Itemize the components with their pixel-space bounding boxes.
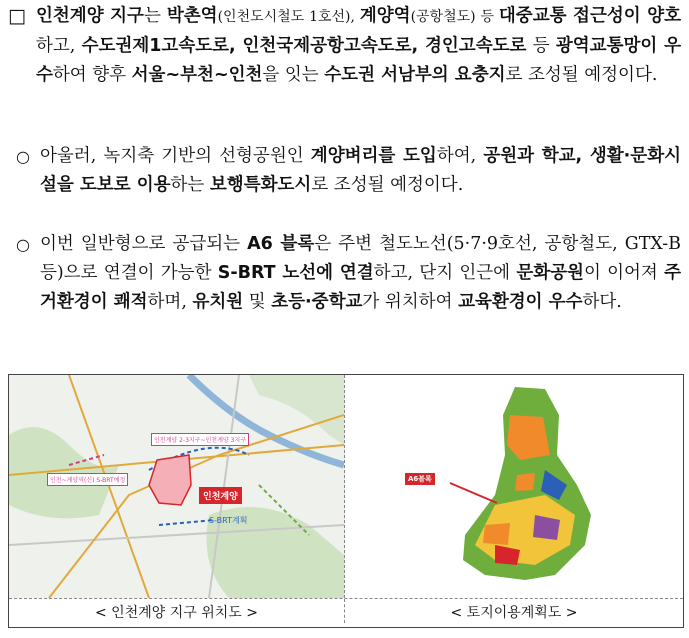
text: 하고, 단지 인근에 <box>373 263 517 283</box>
text: 이번 일반형으로 공급되는 <box>40 234 248 254</box>
text-strong: 수도권제1고속도로, 인천국제공항고속도로, 경인고속도로 <box>81 36 527 56</box>
paragraph-1 <box>0 2 689 90</box>
paragraph-2 <box>0 142 689 200</box>
circle-bullet-icon: ○ <box>16 147 30 166</box>
text: 을 잇는 <box>262 65 325 85</box>
location-map-graphic <box>9 375 344 598</box>
paragraph-1-text <box>36 2 681 90</box>
text: 은 주변 철도노선(5·7·9호선, 공항철도, GTX-B 등)으로 연결이 가능한 <box>40 234 681 283</box>
text: 및 <box>243 292 272 312</box>
location-map <box>9 375 345 598</box>
map-note-2: 인천~계양역(신) S-BRT예정 <box>47 473 128 486</box>
text-strong: 대중교통 접근성이 양호 <box>498 6 681 26</box>
circle-bullet-icon: ○ <box>16 235 30 254</box>
text: 하다. <box>582 292 622 312</box>
text-strong: A6 블록 <box>247 234 315 254</box>
text-strong: S-BRT 노선에 연결 <box>217 263 374 283</box>
text-strong: 유치원 <box>192 292 244 312</box>
text: 로 조성될 예정이다. <box>311 175 464 195</box>
text: 는 <box>143 6 167 26</box>
figure-box <box>8 374 684 628</box>
text-strong: 인천계양 지구 <box>36 6 144 26</box>
text: 하는 <box>170 175 210 195</box>
land-use-plan <box>345 375 683 598</box>
text: (공항철도) 등 <box>410 9 499 25</box>
text: 등 <box>526 36 556 56</box>
caption-row <box>9 598 683 628</box>
text-strong: 수도권 서남부의 요충지 <box>324 65 506 85</box>
text-strong: 공원과 학교, 생활·문화시설을 도보로 이용 <box>40 146 682 195</box>
text-strong: 교육환경이 우수 <box>458 292 583 312</box>
land-use-plan-graphic <box>345 375 683 598</box>
text: 하고, <box>36 36 82 56</box>
sbrt-label: S-BRT계획 <box>209 516 248 525</box>
caption-right: < 토지이용계획도 > <box>450 605 578 621</box>
text-strong: 계양벼리를 도입 <box>310 146 437 166</box>
paragraph-2-text <box>40 142 681 200</box>
caption-left: < 인천계양 지구 위치도 > <box>9 599 345 623</box>
text-strong: 보행특화도시 <box>209 175 312 195</box>
paragraph-3 <box>0 230 689 317</box>
text-strong: 광역교통망이 우수 <box>36 36 681 85</box>
square-bullet-icon: □ <box>8 5 26 27</box>
text-strong: 서울~부천~인천 <box>131 65 263 85</box>
text: 하여 향후 <box>52 65 132 85</box>
text: (인천도시철도 1호선), <box>217 9 360 25</box>
text-strong: 박촌역 <box>166 6 218 26</box>
text: 이 이어져 <box>583 263 665 283</box>
text-strong: 초등·중학교 <box>271 292 363 312</box>
text: 로 조성될 예정이다. <box>505 65 658 85</box>
text-strong: 주거환경이 쾌적 <box>40 263 682 312</box>
map-note-1: 인천계양 2-3지구~인천계양 3지구 <box>151 433 249 446</box>
text: 아울러, 녹지축 기반의 선형공원인 <box>40 146 311 166</box>
text-strong: 계양역 <box>359 6 411 26</box>
text-strong: 문화공원 <box>516 263 584 283</box>
text: 가 위치하여 <box>362 292 459 312</box>
text: 하며, <box>147 292 193 312</box>
paragraph-3-text <box>40 230 681 317</box>
text: 하여, <box>436 146 484 166</box>
block-label: A6블록 <box>405 473 435 485</box>
site-label: 인천계양 <box>199 487 242 504</box>
